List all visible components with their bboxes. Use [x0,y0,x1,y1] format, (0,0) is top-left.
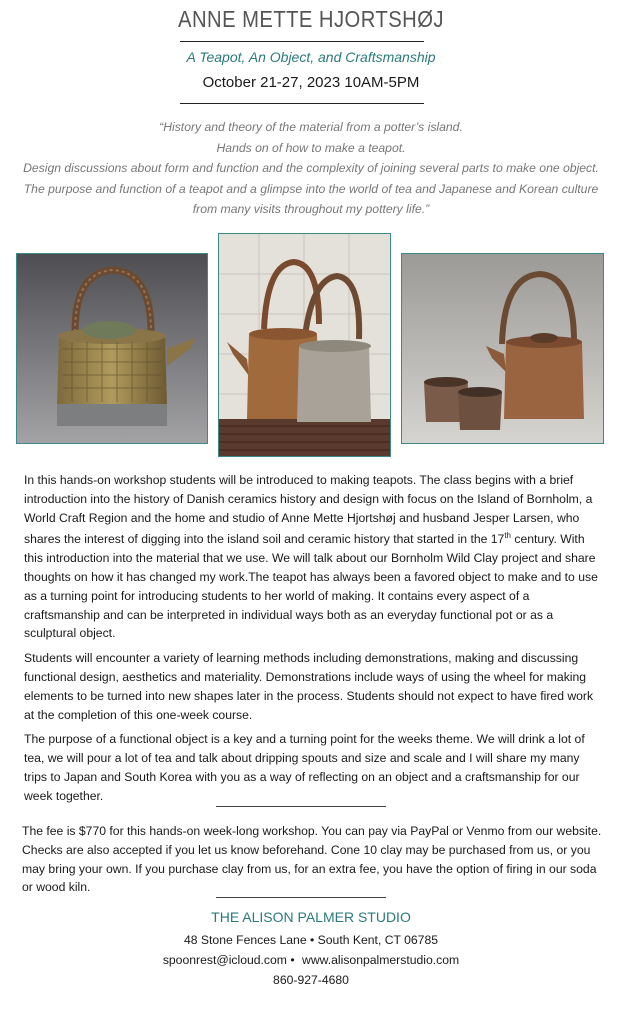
section-divider [216,806,386,807]
two-teapots-photo [218,233,391,457]
email-link[interactable]: spoonrest@icloud.com [162,953,287,967]
teapot-and-cups-photo [401,253,604,444]
dates-divider [180,103,424,104]
studio-contact-line [0,953,622,967]
workshop-quote [10,117,612,220]
textured-teapot-photo [16,253,208,444]
studio-name: THE ALISON PALMER STUDIO [211,909,411,925]
contact-separator: • [290,953,295,967]
section-divider [216,897,386,898]
quote-line: The purpose and function of a teapot and a glimpse into the world of tea and Japanese and Korean culture [23,181,599,196]
description-paragraph-1: In this hands-on workshop students will be introduced to making teapots. The class begins with a brief introduction into the history of Danish ceramics history and design with focus on the Island of Bornholm, a World Craft Region and the home and studio of Anne Mette Hjortshøj and husband Jesper Larsen, who shares the interest of digging into the island soil and ceramic history that started in the 17th century. With this introduction into the material that we use. We will talk about our Bornholm Wild Clay project and share thoughts on how it has changed my work.The teapot has always been a favored object to make and to use as a turning point for introducing students to her world of making. It contains every aspect of a craftsmanship and can be interpreted in individual ways both as an everyday functional pot or as a sculptural object. [24,473,598,641]
description-paragraph-3: The purpose of a functional object is a key and a turning point for the weeks theme. We will drink a lot of tea, we will pour a lot of tea and talk about dripping spouts and size and scale and I will share my many trips to Japan and South Korea with you as a way of reflecting on an object and a craftsmanship for our week together. [24,732,585,803]
quote-line: Design discussions about form and function and the complexity of joining several parts to make one object. [23,161,599,175]
quote-line: from many visits throughout my pottery life.” [192,202,430,216]
title-divider [180,41,424,42]
page-title: ANNE METTE HJORTSHØJ [178,6,444,32]
studio-phone: 860-927-4680 [273,973,349,987]
workshop-dates: October 21-27, 2023 10AM-5PM [202,74,420,91]
quote-line: “History and theory of the material from a potter’s island. [159,120,463,134]
quote-line: Hands on of how to make a teapot. [216,140,406,155]
website-link[interactable]: www.alisonpalmerstudio.com [302,953,460,967]
studio-address: 48 Stone Fences Lane • South Kent, CT 06785 [183,933,439,947]
workshop-subtitle: A Teapot, An Object, and Craftsmanship [186,49,436,65]
description-paragraph-2: Students will encounter a variety of learning methods including demonstrations, making and discussing functional design, aesthetics and materiality. Demonstrations include ways of using the wheel for making elements to be turned into new shapes later in the process. Students should not expect to have fired work at the completion of this one-week course. [24,651,594,722]
fee-info: The fee is $770 for this hands-on week-long workshop. You can pay via PayPal or Venmo from our website. Checks are also accepted if you let us know beforehand. Cone 10 clay may be purchased from us, or you may bring your own. If you purchase clay from us, for an extra fee, you have the option of firing in our soda or wood kiln. [22,824,602,895]
workshop-description [24,471,602,806]
